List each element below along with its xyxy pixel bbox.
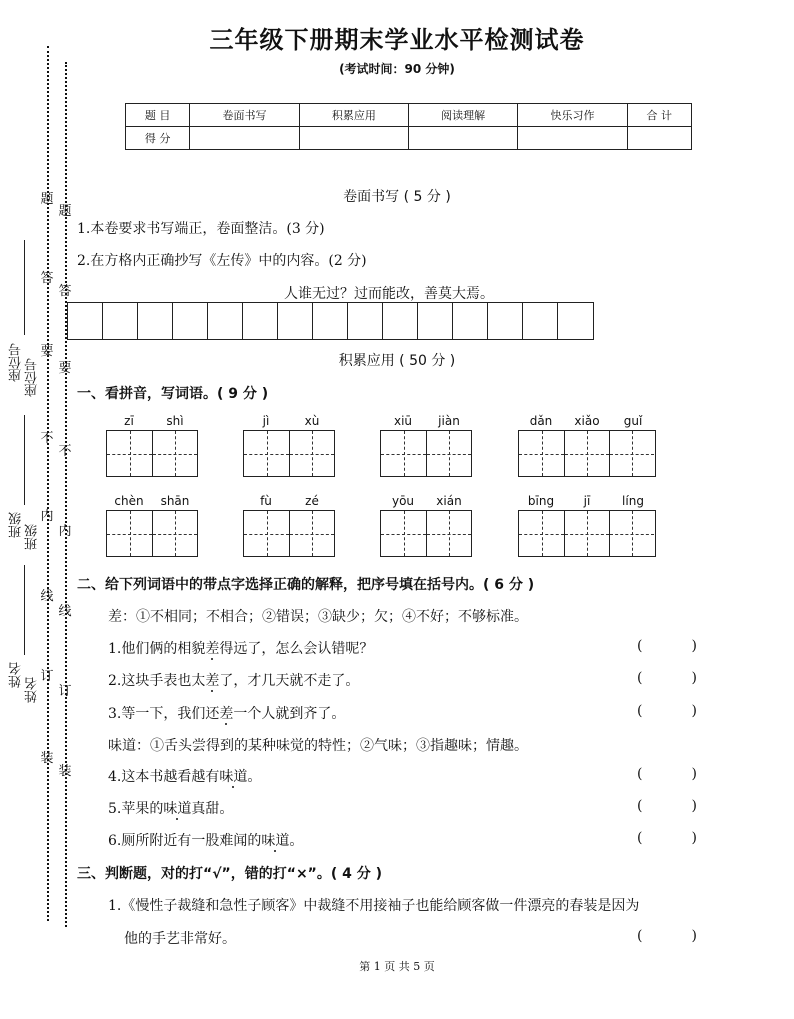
judge-1-line-2: 他的手艺非常好。 [124, 931, 236, 947]
score-entry-cell[interactable] [299, 127, 408, 150]
grid-cell[interactable] [103, 303, 138, 339]
tian-grid-box[interactable] [107, 511, 152, 556]
grid-cell[interactable] [383, 303, 418, 339]
score-table-score-row [126, 127, 692, 150]
grid-cell[interactable] [523, 303, 558, 339]
sentence-text: 一个人就到齐了。 [233, 706, 346, 722]
margin-char-zhuang: 装 [40, 751, 54, 766]
label-seat-number-2: 座位号 [25, 358, 40, 397]
sentence-text: 5.苹果的 [108, 801, 164, 817]
margin-char-da: 答 [40, 271, 54, 286]
pinyin-word-4[interactable] [518, 414, 656, 477]
tian-grid-box[interactable] [381, 431, 426, 476]
pinyin-syllable: shān [160, 494, 190, 508]
question-2-heading: 二、给下列词语中的带点字选择正确的解释，把序号填在括号内。( 6 分 ) [77, 577, 535, 593]
score-table [125, 103, 692, 150]
tian-grid-box[interactable] [609, 431, 654, 476]
pinyin-syllable: xiū [393, 414, 413, 428]
pinyin-word-1[interactable] [106, 414, 198, 477]
grid-cell[interactable] [243, 303, 278, 339]
margin-char-yao: 要 [40, 344, 54, 359]
tian-grid-box[interactable] [426, 431, 471, 476]
answer-paren-2[interactable]: ( ) [637, 670, 697, 686]
sentence-text: 4.这本书越看越有 [108, 769, 220, 785]
score-header-cell: 快乐习作 [518, 104, 627, 127]
grid-cell[interactable] [488, 303, 523, 339]
sentence-text: 得远了，怎么会认错呢？ [219, 641, 374, 657]
grid-cell[interactable] [558, 303, 593, 339]
score-entry-cell[interactable] [190, 127, 299, 150]
exam-title: 三年级下册期末学业水平检测试卷 [209, 26, 585, 54]
margin-char-ding: 订 [40, 669, 54, 684]
margin-char-da-2: 答 [58, 284, 72, 299]
pinyin-syllable: líng [622, 494, 644, 508]
dotted-char: 差 [205, 641, 220, 657]
label-name-2: 姓名 [25, 677, 40, 703]
tian-grid-box[interactable] [107, 431, 152, 476]
score-header-cell: 阅读理解 [408, 104, 517, 127]
pinyin-syllable: chèn [114, 494, 144, 508]
label-name: 姓名 [9, 662, 24, 688]
tian-grid-box[interactable] [426, 511, 471, 556]
sentence-text: 1.他们俩的相貌 [108, 641, 206, 657]
pinyin-syllable: shì [166, 414, 184, 428]
score-entry-cell[interactable] [408, 127, 517, 150]
answer-paren-5[interactable]: ( ) [637, 798, 697, 814]
pinyin-syllable: xián [436, 494, 462, 508]
tian-grid-box[interactable] [289, 431, 334, 476]
tian-grid-box[interactable] [152, 511, 197, 556]
grid-cell[interactable] [453, 303, 488, 339]
sentence-3 [108, 703, 345, 723]
score-entry-cell[interactable] [518, 127, 627, 150]
grid-cell[interactable] [418, 303, 453, 339]
tian-grid-box[interactable] [244, 431, 289, 476]
tian-grid-box[interactable] [381, 511, 426, 556]
score-table-header-row [126, 104, 692, 127]
pinyin-syllable: yōu [391, 494, 415, 508]
exam-duration: (考试时间：90 分钟) [339, 62, 455, 76]
question-1-heading: 一、看拼音，写词语。( 9 分 ) [77, 386, 269, 402]
margin-char-yao-2: 要 [58, 361, 72, 376]
tian-grid-box[interactable] [152, 431, 197, 476]
name-fill-line[interactable] [24, 565, 25, 655]
label-seat-number: 座位号 [9, 343, 24, 382]
sentence-text: 。 [247, 769, 262, 785]
pinyin-syllable: xù [304, 414, 320, 428]
judge-1-line-1: 1.《慢性子裁缝和急性子顾客》中裁缝不用接袖子也能给顾客做一件漂亮的春装是因为 [108, 898, 640, 914]
sentence-text: 2.这块手表也太 [108, 673, 206, 689]
pinyin-word-7[interactable] [380, 494, 472, 557]
answer-paren-judge-1[interactable]: ( ) [637, 928, 697, 944]
writing-item-1: 1.本卷要求书写端正，卷面整洁。(3 分) [77, 221, 325, 237]
tian-grid-box[interactable] [289, 511, 334, 556]
label-class: 班级 [9, 512, 24, 538]
sentence-text: 。 [289, 833, 304, 849]
pinyin-syllable: zī [124, 414, 134, 428]
score-header-cell: 合 计 [627, 104, 691, 127]
pinyin-syllable: jī [583, 494, 591, 508]
tian-grid-box[interactable] [519, 431, 564, 476]
section-heading-accumulation: 积累应用 ( 50 分 ) [338, 353, 456, 369]
sentence-2 [108, 670, 359, 690]
grid-cell[interactable] [278, 303, 313, 339]
score-entry-cell[interactable] [627, 127, 691, 150]
copy-quote: 人谁无过？过而能改，善莫大焉。 [284, 286, 494, 302]
margin-char-nei-2: 内 [58, 524, 72, 539]
pinyin-syllable: xiǎo [574, 414, 600, 428]
pinyin-syllable: bīng [527, 494, 555, 508]
answer-paren-1[interactable]: ( ) [637, 638, 697, 654]
sentence-text: 了，才几天就不走了。 [219, 673, 360, 689]
pinyin-word-6[interactable] [243, 494, 335, 557]
question-3-heading: 三、判断题，对的打“√”，错的打“×”。( 4 分 ) [77, 866, 383, 882]
grid-cell[interactable] [138, 303, 173, 339]
sentence-5 [108, 798, 233, 818]
dotted-char: 差 [205, 673, 220, 689]
margin-char-xian-2: 线 [58, 604, 72, 619]
pinyin-syllable: fù [260, 494, 272, 508]
margin-char-ti: 题 [40, 192, 54, 207]
tian-grid-box[interactable] [609, 511, 654, 556]
grid-cell[interactable] [208, 303, 243, 339]
dotted-char: 味道 [163, 801, 192, 817]
score-header-cell: 题 目 [126, 104, 190, 127]
tian-grid-box[interactable] [519, 511, 564, 556]
score-row-label: 得 分 [126, 127, 190, 150]
sentence-1 [108, 638, 373, 658]
tian-grid-box[interactable] [244, 511, 289, 556]
dotted-char: 味道 [219, 769, 248, 785]
pinyin-word-5[interactable] [106, 494, 198, 557]
grid-cell[interactable] [68, 303, 103, 339]
sentence-4 [108, 766, 261, 786]
class-fill-line[interactable] [24, 415, 25, 505]
margin-char-bu: 不 [40, 431, 54, 446]
pinyin-syllable: zé [305, 494, 319, 508]
margin-char-bu-2: 不 [58, 444, 72, 459]
sentence-text: 3.等一下，我们还 [108, 706, 220, 722]
margin-char-zhuang-2: 装 [58, 764, 72, 779]
page-footer: 第 1 页 共 5 页 [359, 960, 435, 973]
pinyin-syllable: guǐ [623, 414, 643, 428]
tian-grid-box[interactable] [564, 431, 609, 476]
margin-char-xian: 线 [40, 589, 54, 604]
pinyin-syllable: dǎn [529, 414, 553, 428]
section-heading-writing: 卷面书写 ( 5 分 ) [343, 189, 451, 205]
margin-char-ti-2: 题 [58, 204, 72, 219]
cha-definition: 差：①不相同；不相合；②错误；③缺少；欠；④不好；不够标准。 [108, 609, 528, 625]
dotted-char: 味道 [261, 833, 290, 849]
pinyin-syllable: jiàn [438, 414, 460, 428]
dotted-char: 差 [219, 706, 234, 722]
answer-paren-6[interactable]: ( ) [637, 830, 697, 846]
margin-char-ding-2: 订 [58, 684, 72, 699]
pinyin-word-2[interactable] [243, 414, 335, 477]
binding-dotted-line-outer [47, 46, 49, 921]
grid-cell[interactable] [173, 303, 208, 339]
grid-cell[interactable] [313, 303, 348, 339]
seat-number-fill-line[interactable] [24, 240, 25, 335]
margin-char-nei: 内 [40, 509, 54, 524]
sentence-text: 真甜。 [191, 801, 234, 817]
copy-writing-grid[interactable] [67, 302, 594, 340]
score-header-cell: 积累应用 [299, 104, 408, 127]
writing-item-2: 2.在方格内正确抄写《左传》中的内容。(2 分) [77, 253, 367, 269]
tian-grid-box[interactable] [564, 511, 609, 556]
score-header-cell: 卷面书写 [190, 104, 299, 127]
sentence-6 [108, 830, 303, 850]
sentence-text: 6.厕所附近有一股难闻的 [108, 833, 262, 849]
grid-cell[interactable] [348, 303, 383, 339]
label-class-2: 班级 [25, 524, 40, 550]
answer-paren-3[interactable]: ( ) [637, 703, 697, 719]
pinyin-syllable: jì [262, 414, 270, 428]
answer-paren-4[interactable]: ( ) [637, 766, 697, 782]
pinyin-word-3[interactable] [380, 414, 472, 477]
weidao-definition: 味道：①舌头尝得到的某种味觉的特性；②气味；③指趣味；情趣。 [108, 738, 528, 754]
pinyin-word-8[interactable] [518, 494, 656, 557]
